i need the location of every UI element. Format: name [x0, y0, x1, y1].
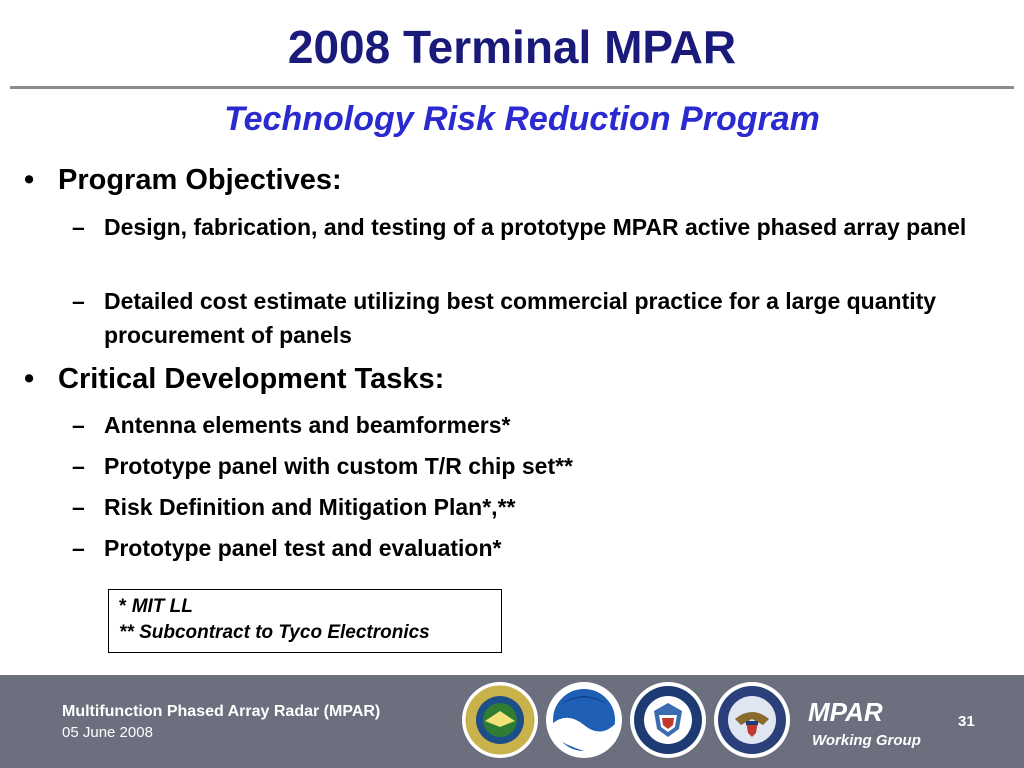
list-item: – Prototype panel test and evaluation*: [72, 531, 1017, 565]
list-item: – Detailed cost estimate utilizing best commercial practice for a large quantity procurement of panels: [72, 284, 1017, 352]
list-item: – Risk Definition and Mitigation Plan*,**: [72, 490, 1017, 524]
section-heading: • Critical Development Tasks:: [24, 363, 445, 395]
footnote-box: [108, 589, 502, 653]
brand-subtitle: Working Group: [812, 732, 921, 749]
list-item: – Antenna elements and beamformers*: [72, 408, 1017, 442]
bullet-icon: •: [24, 363, 35, 395]
dash-icon: –: [72, 288, 85, 314]
dash-icon: –: [72, 453, 85, 479]
bullet-icon: •: [24, 164, 35, 196]
noaa-logo-icon: [545, 681, 623, 759]
footnote-line: * MIT LL: [119, 596, 193, 617]
section-heading: • Program Objectives:: [24, 164, 342, 196]
dod-seal-icon: [713, 681, 791, 759]
footer-title: Multifunction Phased Array Radar (MPAR): [62, 703, 381, 720]
dhs-seal-icon: [629, 681, 707, 759]
slide-subtitle: Technology Risk Reduction Program: [224, 100, 820, 138]
faa-seal-icon: [461, 681, 539, 759]
page-number: 31: [958, 713, 975, 730]
dash-icon: –: [72, 494, 85, 520]
dash-icon: –: [72, 535, 85, 561]
list-item: – Design, fabrication, and testing of a prototype MPAR active phased array panel: [72, 210, 1017, 244]
dash-icon: –: [72, 214, 85, 240]
footer-date: 05 June 2008: [62, 724, 153, 741]
footer-bar: [0, 675, 1024, 768]
title-divider: [10, 86, 1014, 89]
brand-name: MPAR: [808, 697, 883, 727]
dash-icon: –: [72, 412, 85, 438]
list-item: – Prototype panel with custom T/R chip set**: [72, 449, 1017, 483]
slide-title: 2008 Terminal MPAR: [287, 21, 737, 73]
footnote-line: ** Subcontract to Tyco Electronics: [119, 622, 430, 643]
